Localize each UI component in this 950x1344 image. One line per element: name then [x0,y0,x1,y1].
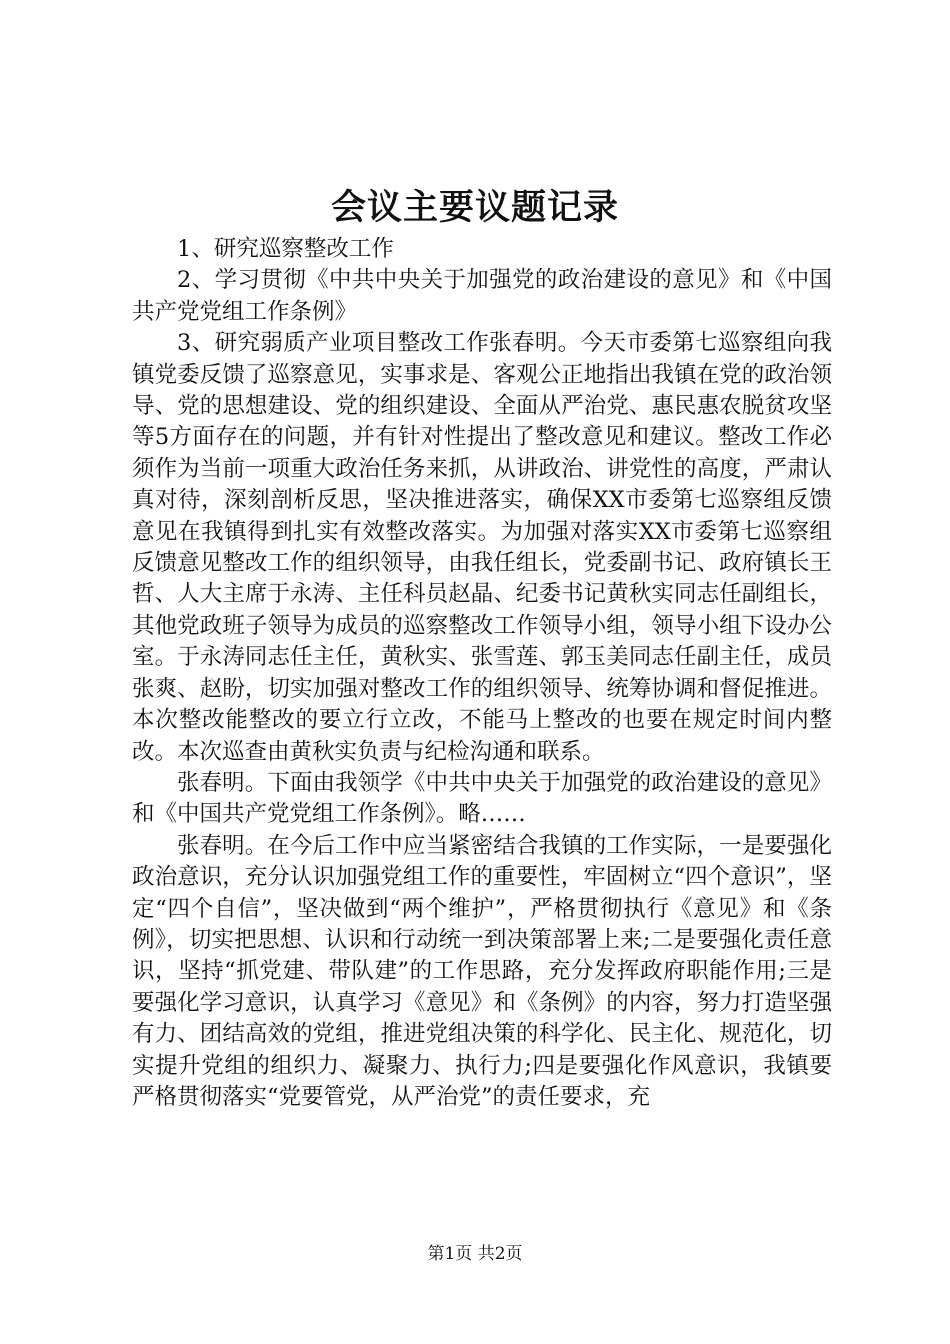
paragraph-item-2: 2、学习贯彻《中共中央关于加强党的政治建设的意见》和《中国共产党党组工作条例》 [132,267,832,325]
paragraph-requirements: 张春明。在今后工作中应当紧密结合我镇的工作实际，一是要强化政治意识，充分认识加强党组工作的重要性，牢固树立“四个意识”，坚定“四个自信”，坚决做到“两个维护”，严格贯彻执行《意见》和《条例》，切实把思想、认识和行动统一到决策部署上来;二是要强化责任意识，坚持“抓党建、带队建”的工作思路，充分发挥政府职能作用;三是要强化学习意识，认真学习《意见》和《条例》的内容，努力打造坚强有力、团结高效的党组，推进党组决策的科学化、民主化、规范化，切实提升党组的组织力、凝聚力、执行力;四是要强化作风意识，我镇要严格贯彻落实“党要管党，从严治党”的责任要求，充 [132,832,832,1110]
paragraph-item-1: 1、研究巡察整改工作 [177,236,394,262]
page-footer: 第1页 共2页 [427,1244,523,1264]
paragraph-item-3: 3、研究弱质产业项目整改工作张春明。今天市委第七巡察组向我镇党委反馈了巡察意见，实事求是、客观公正地指出我镇在党的政治领导、党的思想建设、党的组织建设、全面从严治党、惠民惠农脱贫攻坚等5方面存在的问题，并有针对性提出了整改意见和建议。整改工作必须作为当前一项重大政治任务来抓，从讲政治、讲党性的高度，严肃认真对待，深刻剖析反思，坚决推进落实，确保XX市委第七巡察组反馈意见在我镇得到扎实有效整改落实。为加强对落实XX市委第七巡察组反馈意见整改工作的组织领导，由我任组长，党委副书记、政府镇长王哲、人大主席于永涛、主任科员赵晶、纪委书记黄秋实同志任副组长，其他党政班子领导为成员的巡察整改工作领导小组，领导小组下设办公室。于永涛同志任主任，黄秋实、张雪莲、郭玉美同志任副主任，成员张爽、赵盼，切实加强对整改工作的组织领导、统筹协调和督促推进。本次整改能整改的要立行立改，不能马上整改的也要在规定时间内整改。本次巡查由黄秋实负责与纪检沟通和联系。 [132,330,832,765]
document-title: 会议主要议题记录 [330,187,619,228]
document-body [132,234,832,1113]
paragraph-lead-study: 张春明。下面由我领学《中共中央关于加强党的政治建设的意见》和《中国共产党党组工作条例》。略…… [132,769,832,828]
